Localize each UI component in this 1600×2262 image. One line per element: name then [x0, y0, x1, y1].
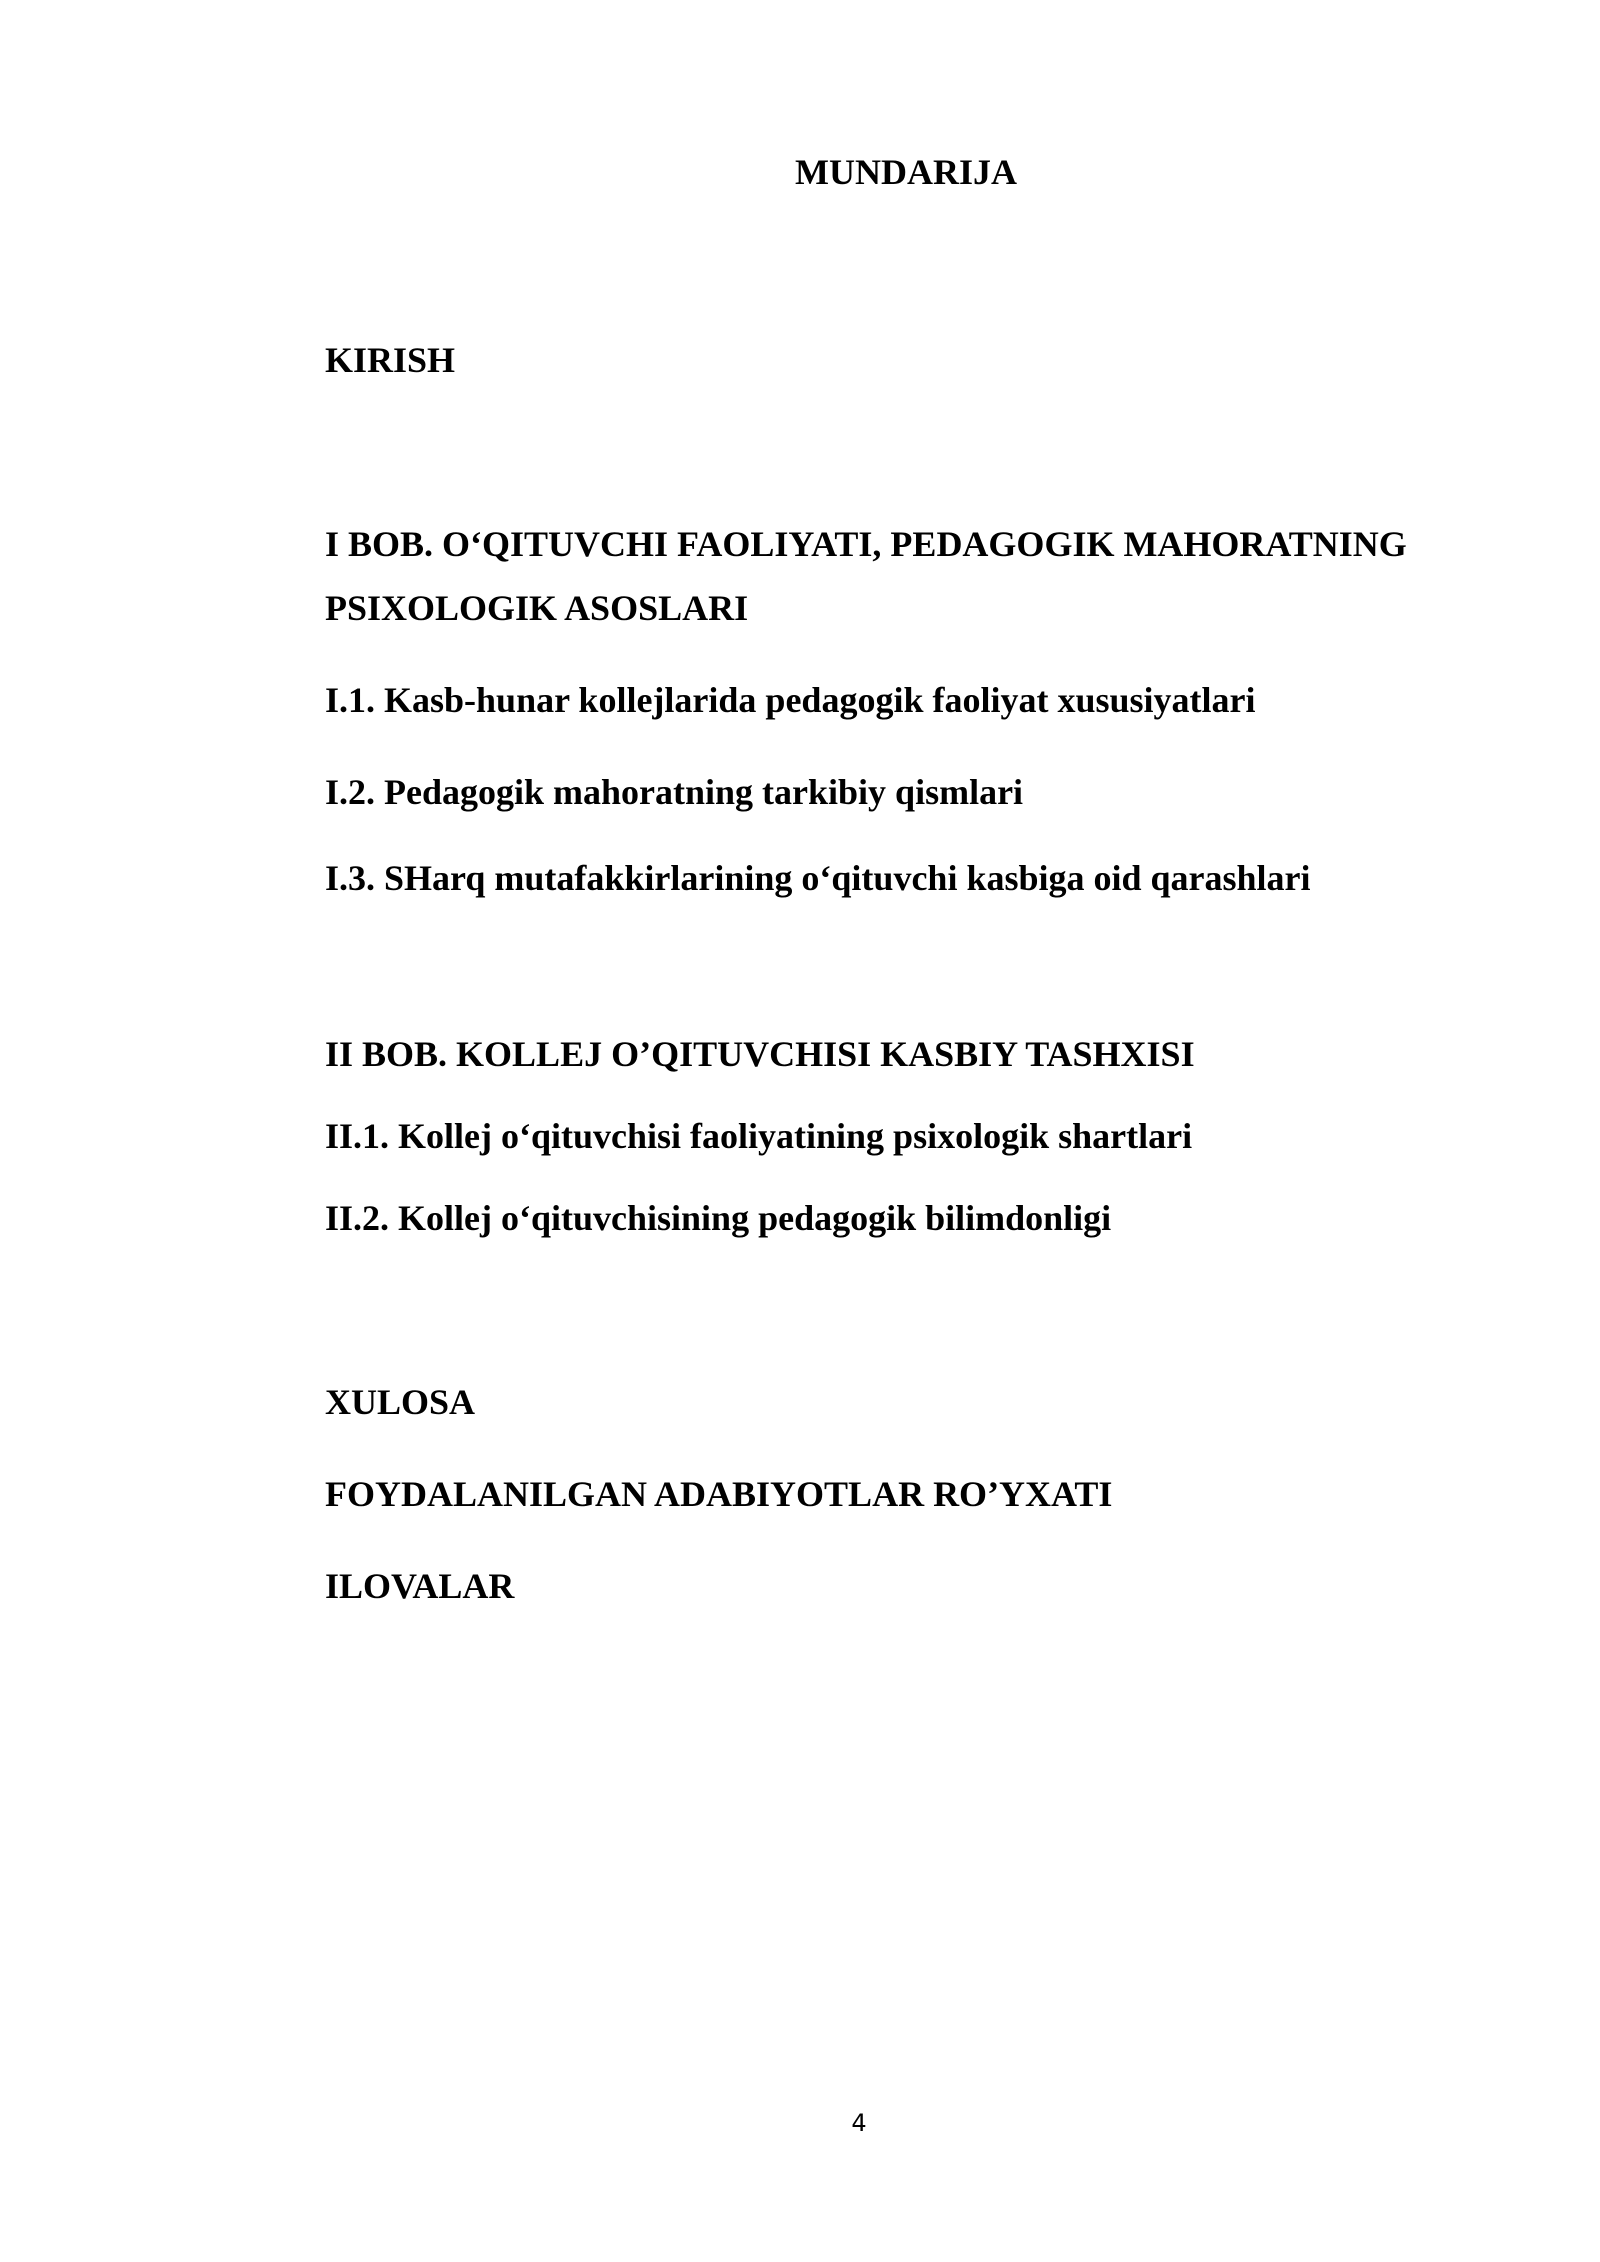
- toc-section-1-2: I.2. Pedagogik mahoratning tarkibiy qismlari: [325, 772, 1024, 812]
- toc-chapter-1-heading: [325, 512, 1407, 640]
- page-title: MUNDARIJA: [795, 152, 1017, 192]
- toc-item-conclusion: XULOSA: [325, 1382, 476, 1422]
- toc-item-appendices: ILOVALAR: [325, 1566, 515, 1606]
- toc-chapter-1-heading-line-2: PSIXOLOGIK ASOSLARI: [325, 588, 749, 628]
- toc-section-2-2: II.2. Kollej o‘qituvchisining pedagogik bilimdonligi: [325, 1198, 1112, 1238]
- toc-section-2-1: II.1. Kollej o‘qituvchisi faoliyatining psixologik shartlari: [325, 1116, 1193, 1156]
- toc-chapter-1-heading-line-1: I BOB. O‘QITUVCHI FAOLIYATI, PEDAGOGIK MAHORATNING: [325, 524, 1407, 564]
- page-number: 4: [851, 2109, 867, 2137]
- toc-item-references: FOYDALANILGAN ADABIYOTLAR RO’YXATI: [325, 1474, 1113, 1514]
- toc-section-1-3: I.3. SHarq mutafakkirlarining o‘qituvchi kasbiga oid qarashlari: [325, 858, 1311, 898]
- toc-section-1-1: I.1. Kasb-hunar kollejlarida pedagogik faoliyat xususiyatlari: [325, 680, 1256, 720]
- toc-chapter-2-heading: II BOB. KOLLEJ O’QITUVCHISI KASBIY TASHXISI: [325, 1034, 1195, 1074]
- toc-item-intro: KIRISH: [325, 340, 456, 380]
